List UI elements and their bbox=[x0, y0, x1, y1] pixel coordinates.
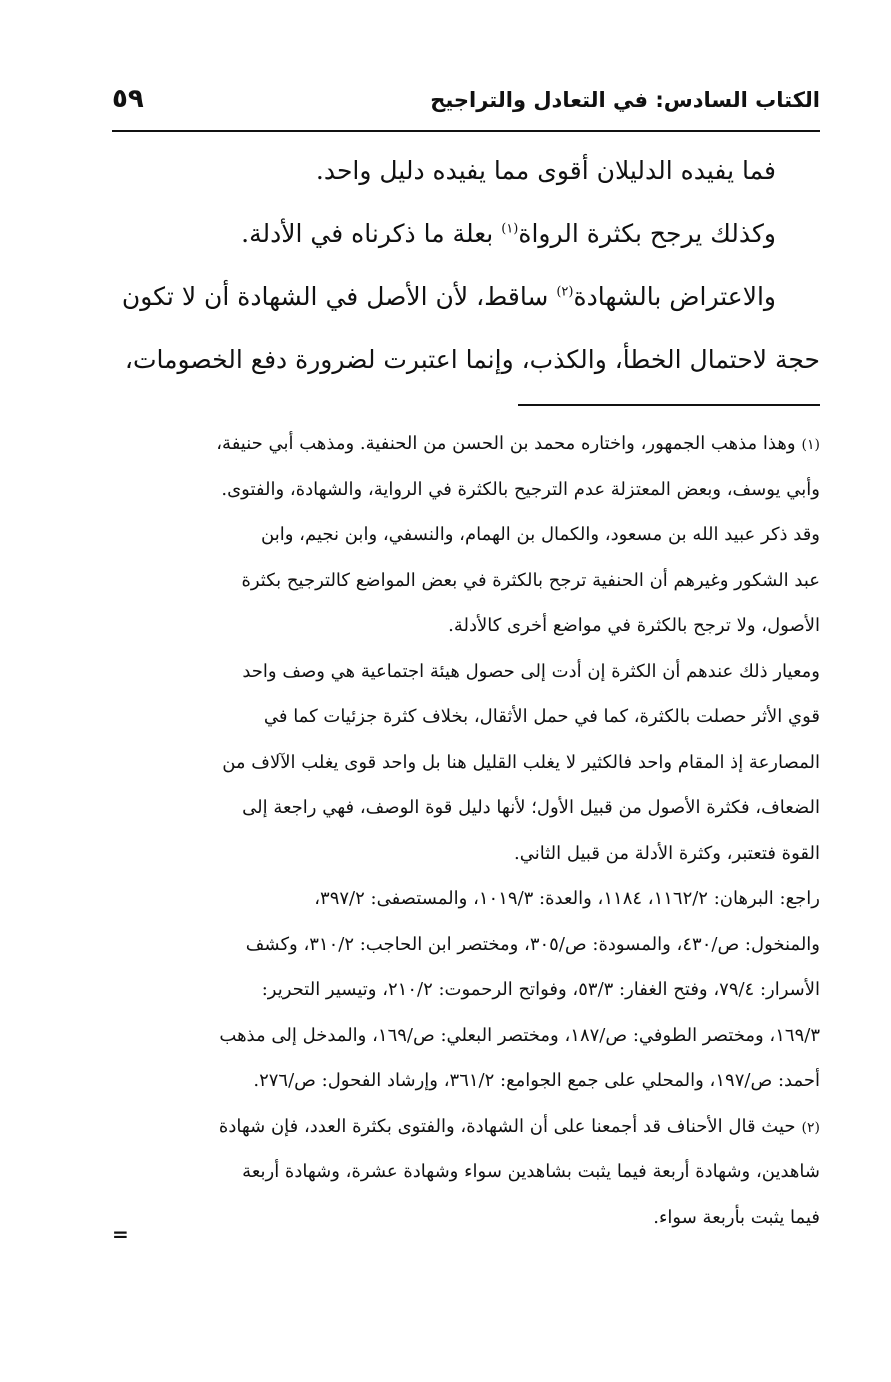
footnote-1-line: قوي الأثر حصلت بالكثرة، كما في حمل الأثقال، بخلاف كثرة جزئيات كما في bbox=[263, 706, 820, 727]
footnote-1-line: وأبي يوسف، وبعض المعتزلة عدم الترجيح بالكثرة في الرواية، والشهادة، والفتوى. bbox=[221, 478, 820, 500]
main-line-1: فما يفيده الدليلان أقوى مما يفيده دليل واحد. bbox=[315, 156, 776, 185]
footnote-1-line: ومعيار ذلك عندهم أن الكثرة إن أدت إلى حصول هيئة اجتماعية هي وصف واحد bbox=[242, 660, 820, 682]
footnotes bbox=[112, 424, 820, 1243]
footnote-1-line: (١)وهذا مذهب الجمهور، واختاره محمد بن الحسن من الحنفية. ومذهب أبي حنيفة، bbox=[112, 424, 820, 470]
main-line-3: والاعتراض بالشهادة$^{(٢)}$ ساقط، لأن الأصل في الشهادة أن لا تكون bbox=[121, 282, 776, 311]
footnote-1-line: الأصول، ولا ترجح بالكثرة في مواضع أخرى كالأدلة. bbox=[448, 615, 820, 636]
running-header bbox=[112, 80, 820, 126]
header-rule bbox=[112, 130, 820, 132]
footnote-ref-1[interactable]: (١) bbox=[501, 221, 519, 237]
footnote-separator bbox=[518, 404, 820, 406]
footnote-1-line: ١٦٩/٣، ومختصر الطوفي: ص/١٨٧، ومختصر البعلي: ص/١٦٩، والمدخل إلى مذهب bbox=[219, 1024, 820, 1046]
footnote-1-line: المصارعة إذ المقام واحد فالكثير لا يغلب القليل هنا بل واحد قوى يغلب الآلاف من bbox=[222, 751, 820, 773]
footnote-1-line: وقد ذكر عبيد الله بن مسعود، والكمال بن الهمام، والنسفي، وابن نجيم، وابن bbox=[261, 524, 820, 545]
footnote-1-line: الضعاف، فكثرة الأصول من قبيل الأول؛ لأنها دليل قوة الوصف، فهي راجعة إلى bbox=[242, 797, 820, 818]
footnote-2-line: شاهدين، وشهادة أربعة فيما يثبت بشاهدين سواء وشهادة عشرة، وشهادة أربعة bbox=[242, 1161, 820, 1182]
footnote-2-line: فيما يثبت بأربعة سواء. bbox=[653, 1206, 820, 1228]
main-line-2: وكذلك يرجح بكثرة الرواة$^{(١)}$ بعلة ما ذكرناه في الأدلة. bbox=[241, 219, 776, 248]
footnote-1-line: عبد الشكور وغيرهم أن الحنفية ترجح بالكثرة في بعض المواضع كالترجيح بكثرة bbox=[241, 569, 820, 591]
footnote-ref-2[interactable]: (٢) bbox=[556, 284, 574, 300]
footnote-1-line: والمنخول: ص/٤٣٠، والمسودة: ص/٣٠٥، ومختصر ابن الحاجب: ٣١٠/٢، وكشف bbox=[245, 933, 820, 955]
footnote-1-marker: (١) bbox=[801, 437, 820, 453]
footnote-1-line: راجع: البرهان: ١١٦٢/٢، ١١٨٤، والعدة: ١٠١٩/٣، والمستصفى: ٣٩٧/٢، bbox=[314, 888, 820, 909]
page-number: ٥٩ bbox=[112, 84, 144, 114]
footnote-1-line: الأسرار: ٧٩/٤، وفتح الغفار: ٥٣/٣، وفواتح الرحموت: ٢١٠/٢، وتيسير التحرير: bbox=[261, 979, 820, 1000]
footnote-2-marker: (٢) bbox=[801, 1119, 820, 1136]
header-title: الكتاب السادس: في التعادل والتراجيح bbox=[430, 88, 820, 112]
main-text bbox=[112, 150, 820, 402]
main-line-4: حجة لاحتمال الخطأ، والكذب، وإنما اعتبرت لضرورة دفع الخصومات، bbox=[124, 345, 820, 374]
footnote-2-line: (٢)حيث قال الأحناف قد أجمعنا على أن الشهادة، والفتوى بكثرة العدد، فإن شهادة bbox=[112, 1107, 820, 1153]
continuation-mark: = bbox=[112, 1222, 129, 1246]
footnote-1-line: أحمد: ص/١٩٧، والمحلي على جمع الجوامع: ٣٦١/٢، وإرشاد الفحول: ص/٢٧٦. bbox=[253, 1070, 820, 1091]
footnote-1-line: القوة فتعتبر، وكثرة الأدلة من قبيل الثاني. bbox=[513, 842, 820, 864]
